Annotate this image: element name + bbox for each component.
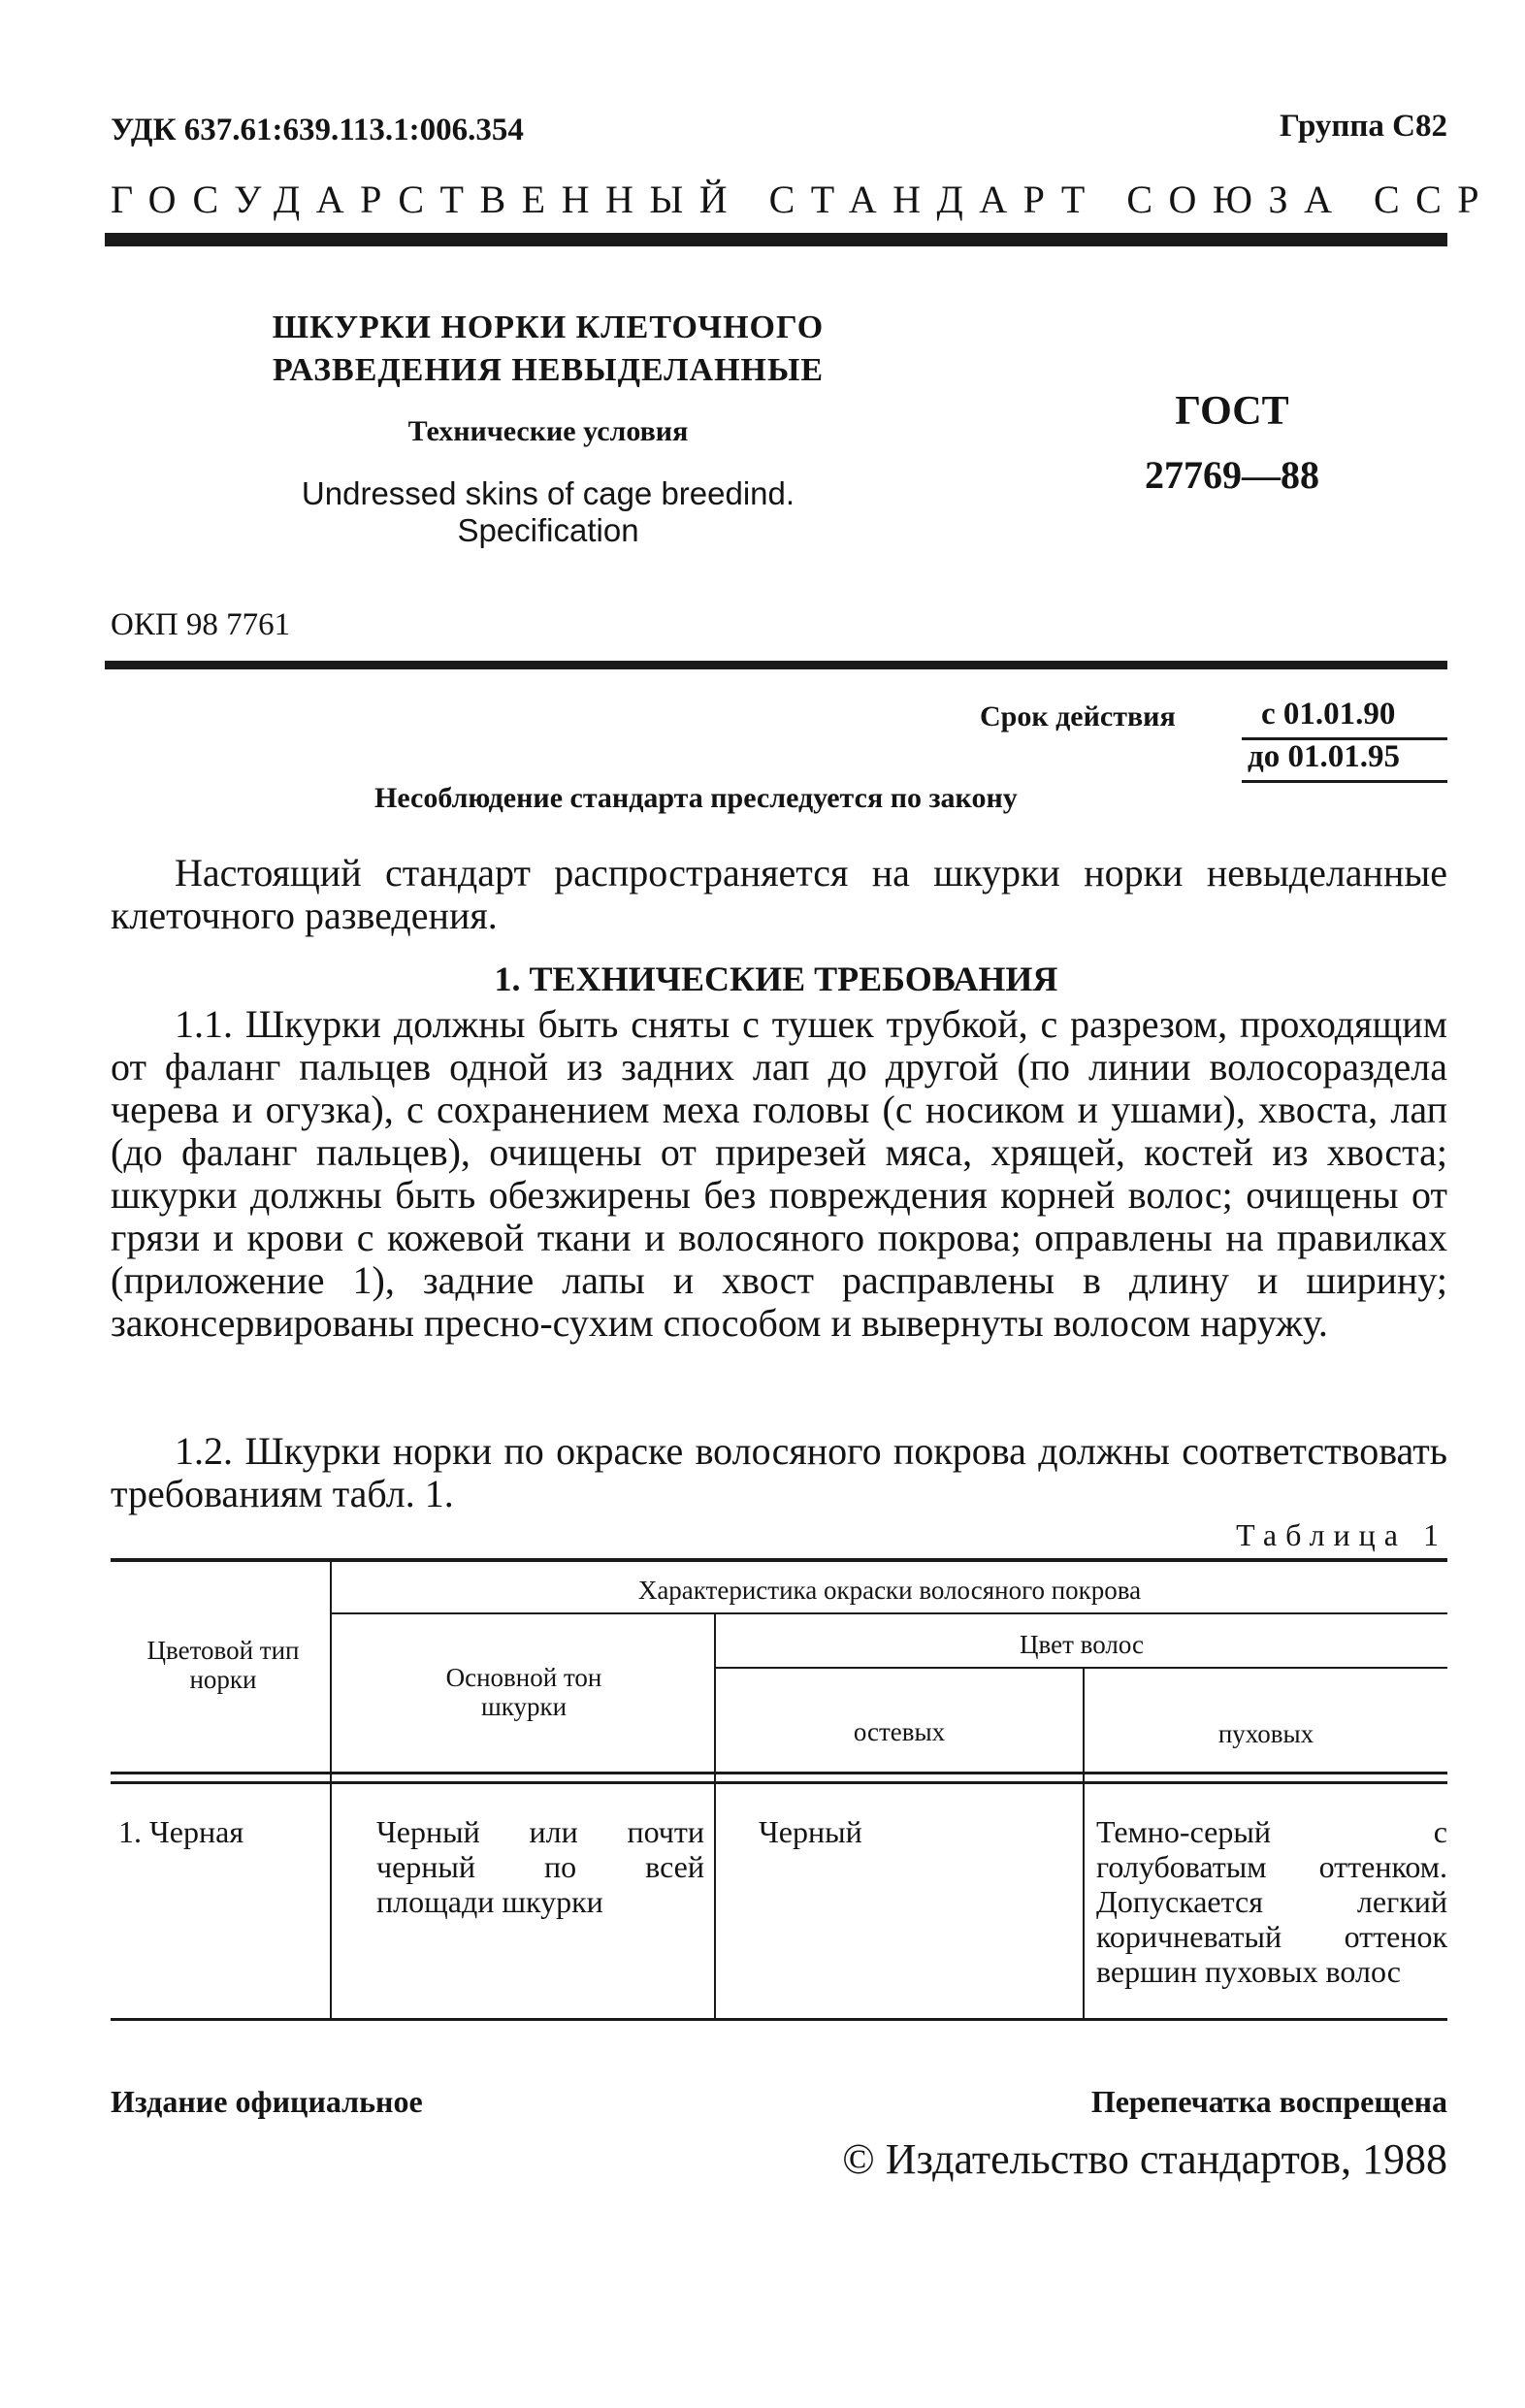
document-subtitle: Технические условия [407, 415, 689, 447]
english-title-line-2: Specification [457, 512, 639, 548]
table-row-type: 1. Черная [118, 1814, 244, 1849]
table-rule-hair-color [716, 1667, 1447, 1669]
title-line-2: РАЗВЕДЕНИЯ НЕВЫДЕЛАННЫЕ [272, 352, 825, 388]
gost-number: 27769—88 [1145, 453, 1319, 497]
table-head-hair-color: Цвет волос [1020, 1630, 1144, 1659]
title-line-1: ШКУРКИ НОРКИ КЛЕТОЧНОГО [272, 309, 825, 345]
publisher-copyright: © Издательство стандартов, 1988 [842, 2135, 1447, 2183]
validity-from: с 01.01.90 [1261, 697, 1396, 732]
table-row-guard: Черный [759, 1814, 862, 1849]
title-rule [105, 661, 1447, 669]
section-title: 1. ТЕХНИЧЕСКИЕ ТРЕБОВАНИЯ [494, 960, 1058, 998]
validity-label: Срок действия [980, 700, 1176, 732]
table-head-main-tone: Основной тон шкурки [445, 1663, 602, 1721]
udk-code: УДК 637.61:639.113.1:006.354 [111, 113, 524, 147]
law-notice: Несоблюдение стандарта преследуется по закону [374, 782, 1018, 814]
table-top-rule [111, 1558, 1447, 1562]
english-title-line-1: Undressed skins of cage breedind. [301, 475, 795, 511]
table-head-guard: остевых [853, 1717, 946, 1746]
table-header-rule-2 [111, 1781, 1447, 1784]
table-header-rule-1 [111, 1772, 1447, 1774]
paragraph-1-1: 1.1. Шкурки должны быть сняты с тушек трубкой, с разрезом, проходящим от фаланг пальцев одной из задних лап до другой (по линии волосораздела черева и огузка), с сохранением меха головы (с носиком и ушами), хвоста, лап (до фаланг пальцев), очищены от прирезей мяса, хрящей, костей из хвоста; шкурки должны быть обезжирены без повреждения корней волос; очищены от грязи и крови с кожевой ткани и волосяного покрова; оправлены на правилках (приложение 1), задние лапы и хвост расправлены в длину и ширину; законсервированы пресно-сухим способом и вывернуты волосом наружу. [111, 1002, 1447, 1345]
validity-rule-bottom [1242, 780, 1447, 783]
table-row-down: Темно-серый с голубоватым оттенком. Допускается легкий коричневатый оттенок вершин пуховых волос [1096, 1814, 1447, 1989]
paragraph-1-2: 1.2. Шкурки норки по окраске волосяного покрова должны соответствовать требованиям табл. 1. [111, 1429, 1447, 1515]
table-col-divider-1 [330, 1562, 332, 2018]
okp-code: ОКП 98 7761 [111, 607, 291, 642]
validity-to: до 01.01.95 [1248, 739, 1400, 774]
table-col-divider-2 [714, 1614, 716, 2018]
table-row-main-tone: Черный или почти черный по всей площади шкурки [376, 1814, 704, 1919]
table-head-down: пуховых [1217, 1719, 1314, 1748]
table-head-characteristic: Характеристика окраски волосяного покрова [637, 1576, 1142, 1605]
intro-paragraph: Настоящий стандарт распространяется на шкурки норки невыделанные клеточного разведения. [111, 851, 1447, 937]
table-bottom-rule [111, 2018, 1447, 2021]
official-edition: Издание официальное [111, 2084, 423, 2119]
gost-label: ГОСТ [1175, 389, 1289, 434]
reprint-notice: Перепечатка воспрещена [1090, 2084, 1447, 2119]
state-standard-heading: ГОСУДАРСТВЕННЫЙ СТАНДАРТ СОЮЗА ССР [111, 178, 1496, 221]
table-caption: Таблица 1 [1236, 1517, 1447, 1552]
english-title [194, 475, 902, 549]
document-title [194, 307, 902, 392]
table-head-color-type: Цветовой тип норки [146, 1636, 300, 1694]
header-rule [105, 233, 1447, 246]
table-rule-characteristic [332, 1612, 1447, 1614]
group-code: Группа С82 [1280, 109, 1447, 144]
